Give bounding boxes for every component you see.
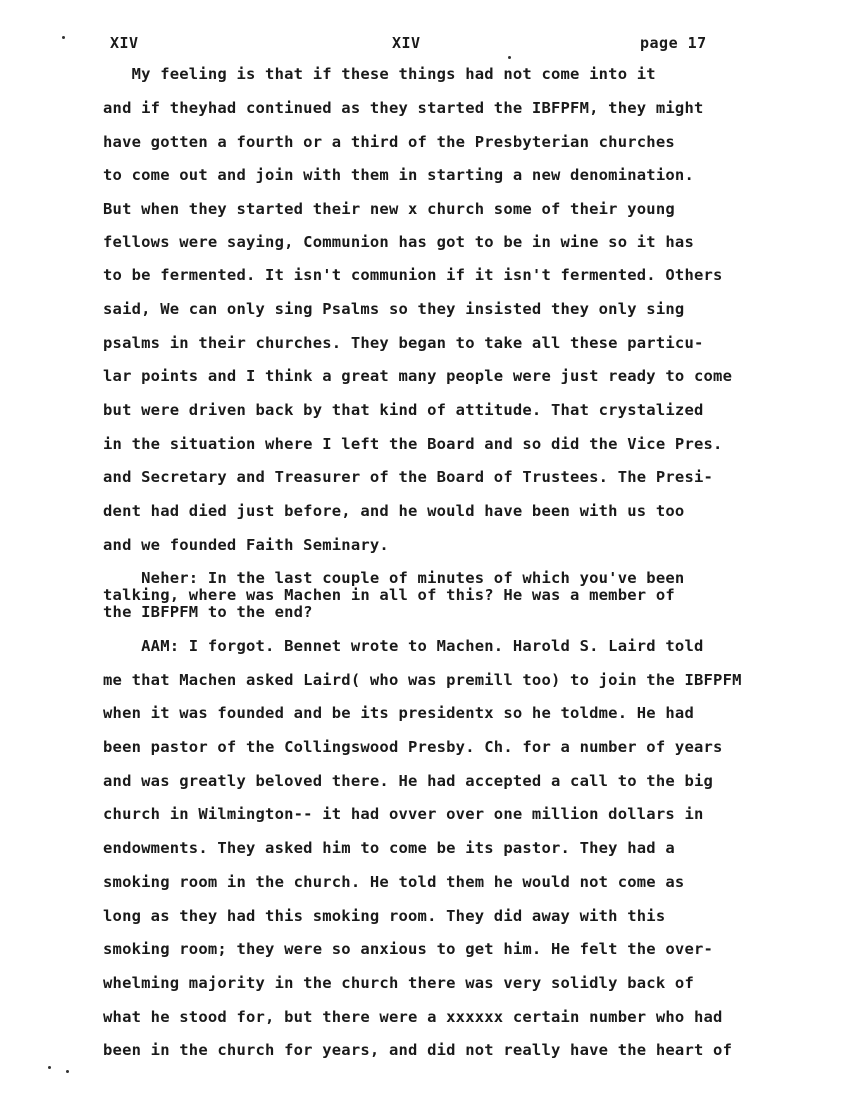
text-line: me that Machen asked Laird( who was premill too) to join the IBFPFM xyxy=(103,671,742,689)
text-line: dent had died just before, and he would have been with us too xyxy=(103,502,685,520)
text-line: Neher: In the last couple of minutes of which you've been xyxy=(103,569,685,587)
text-line: to be fermented. It isn't communion if it isn't fermented. Others xyxy=(103,266,723,284)
text-line: been pastor of the Collingswood Presby. Ch. for a number of years xyxy=(103,738,723,756)
text-line: But when they started their new x church some of their young xyxy=(103,200,675,218)
text-line: AAM: I forgot. Bennet wrote to Machen. Harold S. Laird told xyxy=(103,637,704,655)
scan-speck xyxy=(48,1066,51,1069)
text-line: My feeling is that if these things had not come into it xyxy=(103,65,656,83)
text-line: been in the church for years, and did not really have the heart of xyxy=(103,1041,733,1059)
scan-speck xyxy=(508,56,511,59)
text-line: and was greatly beloved there. He had accepted a call to the big xyxy=(103,772,714,790)
text-line: endowments. They asked him to come be its pastor. They had a xyxy=(103,839,675,857)
header-left: XIV xyxy=(110,34,139,52)
text-line: and if theyhad continued as they started the IBFPFM, they might xyxy=(103,99,704,117)
scan-speck xyxy=(66,1070,69,1073)
page-number: page 17 xyxy=(640,34,707,52)
text-line: and we founded Faith Seminary. xyxy=(103,536,389,554)
text-line: smoking room in the church. He told them he would not come as xyxy=(103,873,685,891)
text-line: fellows were saying, Communion has got to be in wine so it has xyxy=(103,233,694,251)
scan-speck xyxy=(62,36,65,39)
header-center: XIV xyxy=(392,34,421,52)
text-line: in the situation where I left the Board and so did the Vice Pres. xyxy=(103,435,723,453)
text-line: church in Wilmington-- it had ovver over one million dollars in xyxy=(103,805,704,823)
text-line: long as they had this smoking room. They did away with this xyxy=(103,907,666,925)
text-line: psalms in their churches. They began to take all these particu- xyxy=(103,334,704,352)
text-line: what he stood for, but there were a xxxxxx certain number who had xyxy=(103,1008,723,1026)
text-line: lar points and I think a great many people were just ready to come xyxy=(103,367,733,385)
text-line: said, We can only sing Psalms so they insisted they only sing xyxy=(103,300,685,318)
text-line: but were driven back by that kind of attitude. That crystalized xyxy=(103,401,704,419)
text-line: the IBFPFM to the end? xyxy=(103,603,313,621)
text-line: talking, where was Machen in all of this? He was a member of xyxy=(103,586,675,604)
text-line: when it was founded and be its presidentx so he toldme. He had xyxy=(103,704,694,722)
text-line: and Secretary and Treasurer of the Board of Trustees. The Presi- xyxy=(103,468,714,486)
text-line: to come out and join with them in starting a new denomination. xyxy=(103,166,694,184)
text-line: have gotten a fourth or a third of the Presbyterian churches xyxy=(103,133,675,151)
text-line: whelming majority in the church there was very solidly back of xyxy=(103,974,694,992)
text-line: smoking room; they were so anxious to get him. He felt the over- xyxy=(103,940,714,958)
